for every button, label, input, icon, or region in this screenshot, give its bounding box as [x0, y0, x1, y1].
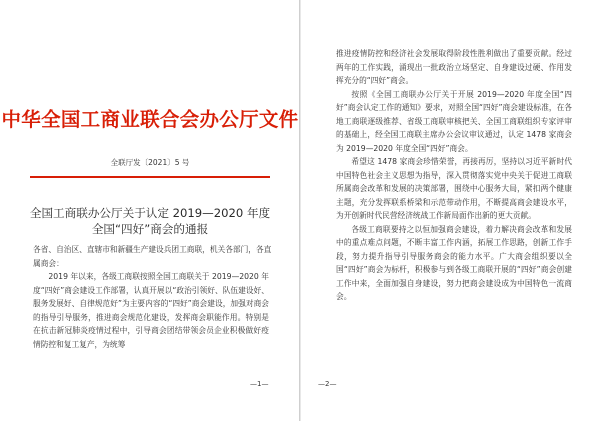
paragraph: 希望这 1478 家商会珍惜荣誉，再接再厉，坚持以习近平新时代中国特色社会主义思想为指导，深入贯彻落实党中央关于促进工商联所属商会改革和发展的决策部署，围绕中心服务大局，紧扣两个健康主题，充分发挥联系桥梁和示范带动作用，不断提高商会建设水平，为开创新时代民营经济统战工作新局面作出新的更大贡献。	[336, 157, 572, 220]
notice-title-line-1: 全国工商联办公厅关于认定 2019—2020 年度	[29, 206, 271, 220]
paragraph: 各级工商联要持之以恒加强商会建设，着力解决商会改革和发展中的重点难点问题，不断丰富工作内涵，拓展工作思路，创新工作手段，努力提升指导引导服务商会的能力水平。广大商会组织要以全国“四好”商会为标杆，积极参与到各级工商联开展的“四好”商会创建工作中来，全面加强自身建设，努力把商会建设成为中国特色一流商会。	[336, 224, 572, 301]
addressee: 各省、自治区、直辖市和新疆生产建设兵团工商联，机关各部门，各直属商会：	[33, 245, 272, 268]
body-text-page-2	[336, 47, 572, 304]
red-divider-line	[30, 176, 270, 178]
paragraph: 2019 年以来，各级工商联按照全国工商联关于 2019—2020 年度“四好”商会建设工作部署，认真开展以“政治引领好、队伍建设好、服务发展好、自律规范好”为主要内容的“四好”商会建设，加强对商会的指导引导服务，推进商会规范化建设，发挥商会职能作用。特别是在抗击新冠肺炎疫情过程中，引导商会团结带领会员企业积极做好疫情防控和复工复产，为统筹	[33, 272, 269, 349]
notice-title-line-2: 全国“四好”商会的通报	[91, 222, 209, 236]
page-number: —2—	[318, 380, 337, 388]
page-number: —1—	[250, 380, 269, 388]
paragraph: 推进疫情防控和经济社会发展取得阶段性胜利做出了重要贡献。经过两年的工作实践，涌现出一批政治立场坚定、自身建设过硬、作用发挥充分的“四好”商会。	[336, 49, 572, 85]
body-text-page-1	[33, 270, 269, 351]
paragraph: 按照《全国工商联办公厅关于开展 2019—2020 年度全国“四好”商会认定工作的通知》要求，对照全国“四好”商会建设标准，在各地工商联逐级推荐、省级工商联审核把关、全国工商联组织专家评审的基础上，经全国工商联主席办公会议审议通过，认定 1478 家商会为 2019—2020 年度全国“四好”商会。	[336, 89, 572, 153]
notice-title	[22, 205, 278, 237]
document-number: 全联厅发〔2021〕5 号	[110, 158, 190, 167]
document-page-2	[300, 0, 600, 421]
document-header-title: 中华全国工商业联合会办公厅文件	[1, 108, 299, 131]
